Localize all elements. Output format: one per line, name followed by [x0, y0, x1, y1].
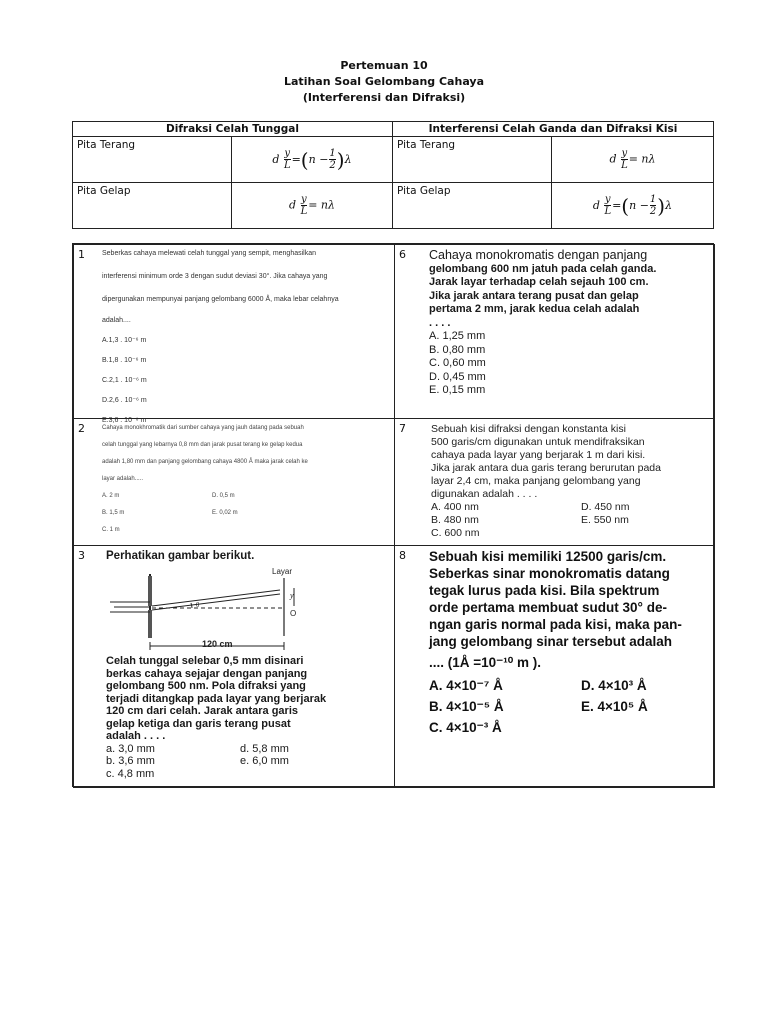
- questions-grid: [72, 243, 714, 787]
- option-d: d. 5,8 mm: [240, 742, 289, 755]
- question-number: 7: [399, 422, 406, 435]
- option-a: a. 3,0 mm: [106, 742, 155, 755]
- col-header-double-slit: Interferensi Celah Ganda dan Difraksi Kisi: [393, 122, 714, 137]
- question-text: Cahaya monokhromatik dari sumber cahaya yang jauh datang pada sebuah: [102, 425, 304, 431]
- option-a: A.1,3 . 10⁻⁶ m: [102, 337, 147, 344]
- question-text: Cahaya monokromatis dengan panjang: [429, 248, 648, 262]
- question-text: layar adalah.....: [102, 476, 144, 482]
- option-e: e. 6,0 mm: [240, 755, 289, 767]
- question-2: [73, 418, 395, 546]
- question-text: Jika jarak antara dua garis terang berurutan pada: [431, 462, 661, 474]
- question-text: pertama 2 mm, jarak kedua celah adalah: [429, 303, 640, 315]
- question-text: Seberkas cahaya melewati celah tunggal yang sempit, menghasilkan: [102, 250, 317, 257]
- label-dark-double: Pita Gelap: [393, 183, 552, 229]
- question-number: 3: [78, 549, 85, 562]
- question-number: 8: [399, 549, 406, 562]
- option-c: c. 4,8 mm: [106, 767, 155, 780]
- question-text: layar 2,4 cm, maka panjang gelombang yang: [431, 475, 641, 487]
- question-text: gelombang 600 nm jatuh pada celah ganda.: [429, 262, 657, 275]
- question-text: celah tunggal yang lebarnya 0,8 mm dan jarak pusat terang ke gelap kedua: [102, 442, 303, 448]
- option-a: A. 2 m: [102, 493, 120, 499]
- option-b: B. 480 nm: [431, 514, 479, 526]
- page-subtitle-topic: (Interferensi dan Difraksi): [302, 91, 466, 104]
- option-c: C. 0,60 mm: [429, 357, 486, 369]
- question-text: dipergunakan mempunyai panjang gelombang 6000 Å, maka lebar celahnya: [102, 296, 339, 303]
- option-d: D. 0,5 m: [212, 493, 235, 499]
- origin-label: O: [290, 609, 297, 618]
- option-b: B. 1,5 m: [102, 510, 125, 516]
- option-e: E. 550 nm: [581, 514, 629, 526]
- question-text: .... (1Å =10⁻¹⁰ m ).: [429, 655, 541, 670]
- question-text: tegak lurus pada kisi. Bila spektrum: [429, 583, 660, 598]
- question-text: Sebuah kisi memiliki 12500 garis/cm.: [429, 549, 667, 564]
- question-number: 6: [399, 248, 406, 261]
- label-bright-double: Pita Terang: [393, 137, 552, 183]
- theta-label: θ: [196, 601, 200, 609]
- question-text: orde pertama membuat sudut 30° de-: [429, 600, 667, 615]
- question-text: ngan garis normal pada kisi, maka pan-: [429, 617, 682, 632]
- y-label: y: [290, 591, 294, 600]
- question-text: adalah 1,80 mm dan panjang gelombang cahaya 4800 Å maka jarak celah ke: [102, 459, 308, 465]
- question-text: 500 garis/cm digunakan untuk mendifraksikan: [431, 436, 645, 448]
- formula-bright-single: d $\frac{y}{L}$ =(n − $\frac{1}{2}$ )λ: [232, 137, 393, 183]
- question-text: berkas cahaya sejajar dengan panjang: [106, 667, 308, 680]
- question-6: [394, 244, 715, 419]
- option-e: E. 0,15 mm: [429, 384, 486, 396]
- question-7: [394, 418, 715, 546]
- question-text: gelombang 500 nm. Pola difraksi yang: [106, 680, 306, 692]
- question-text: Celah tunggal selebar 0,5 mm disinari: [106, 655, 304, 667]
- option-c: C. 4×10⁻³ Å: [429, 720, 502, 735]
- option-a: A. 400 nm: [431, 501, 479, 513]
- question-text: gelap ketiga dan garis terang pusat: [106, 717, 291, 730]
- option-a: A. 4×10⁻⁷ Å: [429, 678, 503, 693]
- option-b: b. 3,6 mm: [106, 755, 155, 767]
- question-text: Sebuah kisi difraksi dengan konstanta kisi: [431, 423, 626, 435]
- question-text: 120 cm dari celah. Jarak antara garis: [106, 705, 299, 717]
- question-text: interferensi minimum orde 3 dengan sudut deviasi 30°. Jika cahaya yang: [102, 273, 328, 280]
- question-8: [394, 545, 715, 788]
- layar-label: Layar: [272, 567, 293, 576]
- question-text: adalah . . . .: [106, 730, 166, 742]
- question-number: 1: [78, 248, 85, 261]
- question-text: digunakan adalah . . . .: [431, 488, 538, 500]
- option-d: D. 4×10³ Å: [581, 678, 647, 693]
- option-c: C. 600 nm: [431, 527, 480, 539]
- question-number: 2: [78, 422, 85, 435]
- question-text: adalah....: [102, 317, 131, 324]
- option-e: E. 0,02 m: [212, 510, 238, 516]
- question-text: Jika jarak antara terang pusat dan gelap: [429, 289, 639, 302]
- question-3: [73, 545, 395, 788]
- option-e: E.3,6 . 10⁻⁶ m: [102, 417, 147, 424]
- option-b: B. 4×10⁻⁵ Å: [429, 699, 504, 714]
- option-b: B.1,8 . 10⁻⁶ m: [102, 357, 147, 364]
- formula-bright-double: d $\frac{y}{L}$ = nλ: [552, 137, 714, 183]
- col-header-single-slit: Difraksi Celah Tunggal: [73, 122, 393, 137]
- option-d: D. 450 nm: [581, 501, 630, 513]
- option-d: D.2,6 . 10⁻⁶ m: [102, 397, 147, 404]
- option-e: E. 4×10⁵ Å: [581, 699, 648, 714]
- option-c: C. 1 m: [102, 527, 120, 533]
- option-c: C.2,1 . 10⁻⁶ m: [102, 377, 147, 384]
- question-text: Perhatikan gambar berikut.: [106, 550, 255, 562]
- label-bright-single: Pita Terang: [73, 137, 232, 183]
- question-text: Jarak layar terhadap celah sejauh 100 cm.: [429, 276, 649, 288]
- formula-dark-double: d $\frac{y}{L}$ =(n − $\frac{1}{2}$ )λ: [552, 183, 714, 229]
- page-subtitle: Latihan Soal Gelombang Cahaya: [284, 75, 484, 88]
- question-text: jang gelombang sinar tersebut adalah: [429, 634, 673, 649]
- option-d: D. 0,45 mm: [429, 370, 486, 383]
- page-title: Pertemuan 10: [340, 59, 428, 72]
- question-text: Seberkas sinar monokromatis datang: [429, 566, 670, 581]
- question-text: cahaya pada layar yang berjarak 1 m dari kisi.: [431, 449, 646, 461]
- formula-table: [72, 121, 714, 229]
- question-text: . . . .: [429, 316, 451, 329]
- distance-label: 120 cm: [202, 639, 233, 649]
- label-dark-single: Pita Gelap: [73, 183, 232, 229]
- option-b: B. 0,80 mm: [429, 343, 486, 356]
- option-a: A. 1,25 mm: [429, 330, 486, 342]
- question-1: [73, 244, 395, 424]
- formula-dark-single: d $\frac{y}{L}$ = nλ: [232, 183, 393, 229]
- question-text: terjadi ditangkap pada layar yang berjarak: [106, 692, 327, 705]
